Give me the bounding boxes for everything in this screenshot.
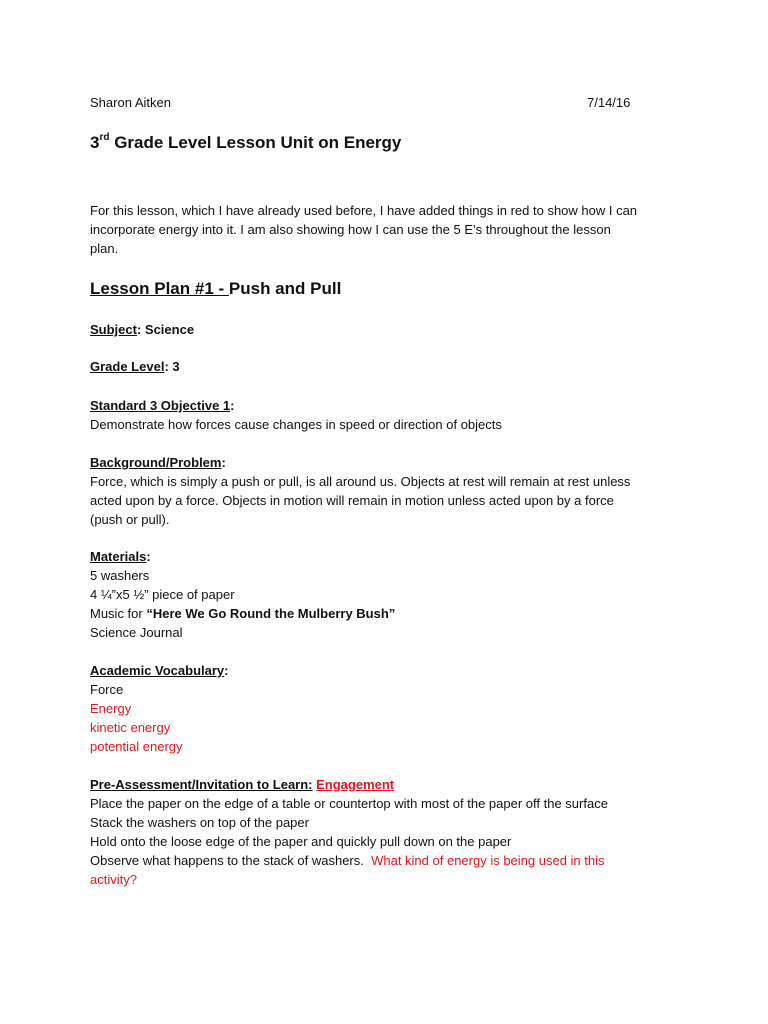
preassessment-step: Stack the washers on top of the paper	[90, 815, 309, 830]
preassessment-step: Hold onto the loose edge of the paper and quickly pull down on the paper	[90, 834, 512, 849]
grade-value: : 3	[164, 359, 180, 374]
document-date: 7/14/16	[587, 95, 631, 110]
background-line: (push or pull).	[90, 512, 170, 527]
vocabulary-item: Force	[90, 682, 124, 697]
materials-item: Science Journal	[90, 625, 183, 640]
vocabulary-section	[90, 661, 229, 756]
vocabulary-item-red: potential energy	[90, 739, 183, 754]
engagement-tag: Engagement	[316, 777, 395, 792]
vocabulary-item-red: Energy	[90, 701, 132, 716]
materials-heading: Materials:	[90, 549, 151, 564]
lesson-heading	[90, 278, 341, 300]
vocabulary-label: Academic Vocabulary	[90, 663, 225, 678]
energy-question-cont: activity?	[90, 872, 137, 887]
lesson-heading-prefix: Lesson Plan #1 -	[90, 279, 229, 298]
background-heading: Background/Problem:	[90, 455, 226, 470]
intro-line: For this lesson, which I have already used before, I have added things in red to show how I can	[90, 203, 638, 218]
background-line: Force, which is simply a push or pull, is all around us. Objects at rest will remain at rest unless	[90, 474, 631, 489]
materials-label: Materials	[90, 549, 147, 564]
title-prefix: 3	[90, 133, 100, 152]
materials-item: 4 ¼”x5 ½” piece of paper	[90, 587, 235, 602]
background-line: acted upon by a force. Objects in motion will remain in motion unless acted upon by a force	[90, 493, 614, 508]
preassessment-step: Place the paper on the edge of a table or countertop with most of the paper off the surface	[90, 796, 608, 811]
materials-item: 5 washers	[90, 568, 150, 583]
preassessment-heading	[90, 775, 608, 794]
standard-heading: Standard 3 Objective 1:	[90, 398, 235, 413]
song-title: “Here We Go Round the Mulberry Bush”	[146, 606, 396, 621]
standard-section	[90, 396, 502, 434]
background-section	[90, 453, 630, 529]
grade-line	[90, 357, 180, 376]
grade-label: Grade Level	[90, 359, 165, 374]
preassessment-step: Observe what happens to the stack of washers. What kind of energy is being used in this	[90, 853, 605, 868]
title-superscript: rd	[99, 132, 110, 144]
intro-line: plan.	[90, 241, 119, 256]
title-rest: Grade Level Lesson Unit on Energy	[109, 133, 402, 152]
standard-text: Demonstrate how forces cause changes in speed or direction of objects	[90, 417, 502, 432]
subject-line	[90, 320, 194, 339]
author-name: Sharon Aitken	[90, 95, 171, 110]
intro-paragraph	[90, 201, 637, 258]
standard-label: Standard 3 Objective 1	[90, 398, 231, 413]
subject-label: Subject	[90, 322, 137, 337]
preassessment-section	[90, 775, 608, 889]
background-label: Background/Problem	[90, 455, 222, 470]
document-title	[90, 132, 401, 154]
energy-question: What kind of energy is being used in this	[371, 853, 605, 868]
lesson-heading-rest: Push and Pull	[228, 279, 342, 298]
intro-line: incorporate energy into it. I am also showing how I can use the 5 E’s throughout the lesson	[90, 222, 611, 237]
vocabulary-item-red: kinetic energy	[90, 720, 171, 735]
preassessment-label: Pre-Assessment/Invitation to Learn:	[90, 777, 313, 792]
materials-section	[90, 547, 395, 642]
materials-item: Music for “Here We Go Round the Mulberry Bush”	[90, 606, 396, 621]
vocabulary-heading: Academic Vocabulary:	[90, 663, 229, 678]
subject-value: : Science	[136, 322, 195, 337]
